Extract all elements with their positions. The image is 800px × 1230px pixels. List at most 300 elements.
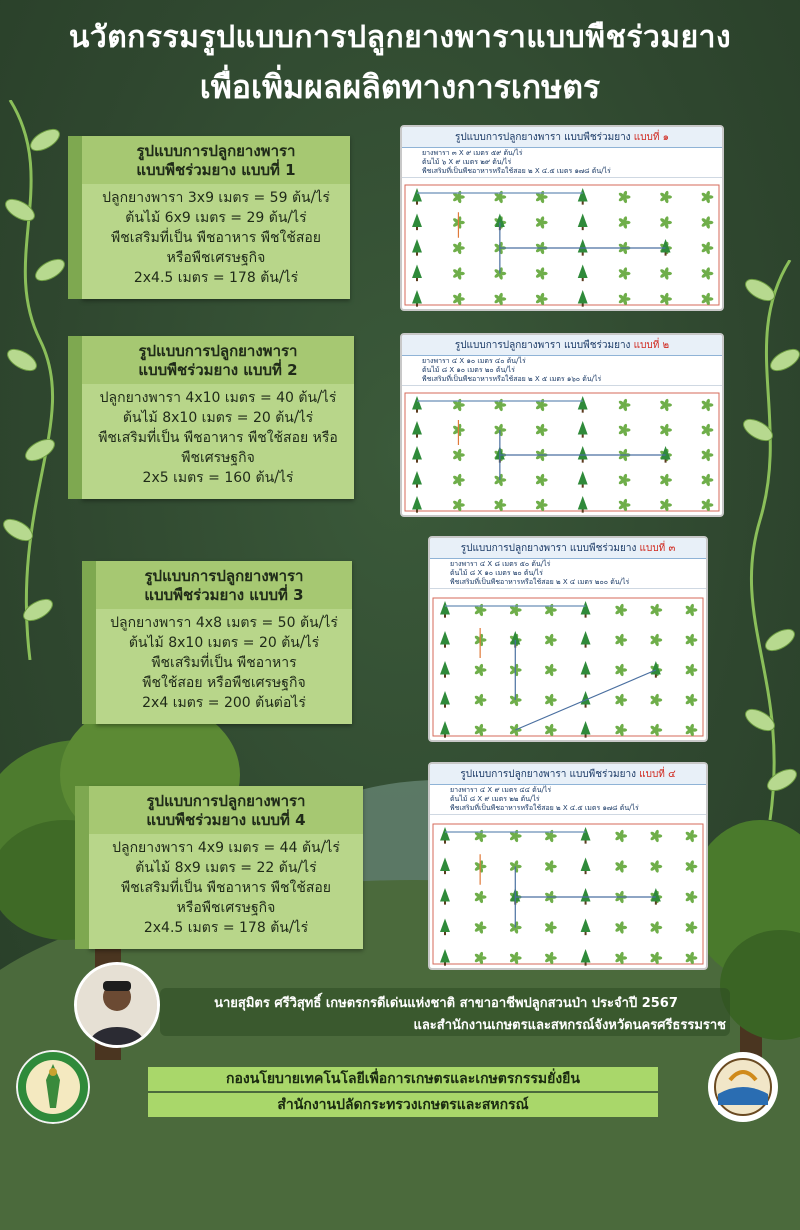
diagram-title-text: รูปแบบการปลูกยางพารา แบบพืชร่วมยาง: [460, 543, 637, 554]
legend-item: ต้นไม้ ๖ X ๙ เมตร ๒๙ ต้น/ไร่: [422, 158, 512, 166]
crop-plant-icon: [650, 603, 663, 616]
rubber-tree-icon: [578, 239, 588, 256]
credit-organization: และสำนักงานเกษตรและสหกรณ์จังหวัดนครศรีธรรมราช: [413, 1018, 726, 1033]
rubber-tree-icon: [412, 239, 422, 256]
crop-plant-icon: [615, 693, 628, 706]
crop-plant-icon: [659, 190, 672, 203]
card-heading-line: แบบพืชร่วมยาง แบบที่ 4: [146, 811, 306, 829]
crop-plant-icon: [650, 693, 663, 706]
tree-shape: [412, 396, 422, 410]
crop-plant-icon: [615, 603, 628, 616]
crop-plant-icon: [509, 603, 522, 616]
layout-diagram-4: [428, 762, 708, 970]
crop-plant-icon: [659, 423, 672, 436]
crop-plant-icon: [615, 633, 628, 646]
plot-border: [405, 185, 719, 305]
card-line: ต้นไม้ 6x9 เมตร = 29 ต้น/ไร่: [125, 210, 307, 226]
rubber-tree-icon: [581, 631, 591, 648]
ministry-logo-icon: [16, 1050, 90, 1124]
tree-shape: [581, 858, 591, 872]
tree-shape: [581, 721, 591, 735]
card-line: พืชเสริมที่เป็น พืชอาหาร พืชใช้สอย: [120, 880, 331, 896]
tree-trunk-shape: [444, 902, 446, 905]
layout-diagram-1: [400, 125, 724, 311]
rubber-tree-icon: [440, 919, 450, 936]
tree-trunk-shape: [416, 253, 418, 256]
planting-grid: [430, 596, 706, 740]
card-heading-line: รูปแบบการปลูกยางพารา: [138, 342, 298, 360]
page-subtitle: เพื่อเพิ่มผลผลิตทางการเกษตร: [199, 68, 601, 106]
crop-plant-icon: [685, 860, 698, 873]
tree-shape: [440, 601, 450, 615]
crop-plant-icon: [650, 860, 663, 873]
card-line: ปลูกยางพารา 4x10 เมตร = 40 ต้น/ไร่: [99, 390, 337, 406]
rubber-tree-icon: [412, 188, 422, 205]
diagram-title-number: แบบที่ ๒: [633, 340, 670, 351]
pattern-card-1: [82, 136, 350, 299]
tree-trunk-shape: [582, 435, 584, 438]
crop-plant-icon: [618, 267, 631, 280]
crop-plant-icon: [650, 951, 663, 964]
crop-plant-icon: [452, 398, 465, 411]
tree-trunk-shape: [416, 304, 418, 307]
crop-plant-icon: [535, 398, 548, 411]
card-body: [82, 384, 354, 492]
tree-shape: [581, 888, 591, 902]
crop-plant-icon: [701, 292, 714, 305]
card-heading-line: แบบพืชร่วมยาง แบบที่ 2: [138, 361, 298, 379]
crop-plant-icon: [618, 473, 631, 486]
footer: [148, 1067, 658, 1119]
crop-plant-icon: [701, 398, 714, 411]
rubber-tree-icon: [581, 888, 591, 905]
card-body: [89, 834, 363, 942]
tree-shape: [581, 827, 591, 841]
tree-trunk-shape: [585, 932, 587, 935]
crop-plant-icon: [618, 190, 631, 203]
crop-plant-icon: [535, 190, 548, 203]
crop-plant-icon: [685, 921, 698, 934]
agency-logo-icon: [700, 1050, 786, 1124]
crop-plant-icon: [494, 498, 507, 511]
rubber-tree-icon: [412, 396, 422, 413]
avatar: [74, 962, 160, 1048]
crop-plant-icon: [544, 951, 557, 964]
diagram-title: [402, 335, 722, 356]
rubber-tree-icon: [440, 601, 450, 618]
crop-plant-icon: [544, 723, 557, 736]
crop-plant-icon: [544, 693, 557, 706]
crop-plant-icon: [494, 190, 507, 203]
card-body: [82, 184, 350, 292]
plot-border: [433, 598, 703, 736]
crop-plant-icon: [544, 829, 557, 842]
card-ribbon: [68, 136, 82, 299]
crop-plant-icon: [685, 633, 698, 646]
person-photo-icon: [77, 965, 157, 1045]
crop-plant-icon: [509, 951, 522, 964]
tree-trunk-shape: [582, 510, 584, 513]
pattern-card-2: [82, 336, 354, 499]
tree-trunk-shape: [444, 675, 446, 678]
rubber-tree-icon: [440, 858, 450, 875]
rubber-tree-icon: [581, 949, 591, 966]
diagram-title-number: แบบที่ ๓: [639, 543, 676, 554]
crop-plant-icon: [474, 890, 487, 903]
tree-trunk-shape: [582, 202, 584, 205]
rubber-tree-icon: [412, 290, 422, 307]
card-heading-line: แบบพืชร่วมยาง แบบที่ 1: [136, 161, 296, 179]
rubber-tree-icon: [578, 396, 588, 413]
crop-plant-icon: [701, 423, 714, 436]
tree-trunk-shape: [416, 460, 418, 463]
crop-plant-icon: [452, 498, 465, 511]
card-line: ปลูกยางพารา 3x9 เมตร = 59 ต้น/ไร่: [102, 190, 330, 206]
legend-item: ต้นไม้ ๘ X ๑๐ เมตร ๒๐ ต้น/ไร่: [422, 366, 515, 374]
tree-shape: [412, 290, 422, 304]
diagram-title-number: แบบที่ ๔: [639, 769, 676, 780]
crop-plant-icon: [618, 216, 631, 229]
rubber-tree-icon: [578, 421, 588, 438]
tree-trunk-shape: [585, 735, 587, 738]
card-heading-line: รูปแบบการปลูกยางพารา: [144, 567, 304, 585]
tree-trunk-shape: [655, 902, 657, 905]
vine-right-icon: [730, 260, 800, 820]
tree-shape: [412, 239, 422, 253]
card-heading-line: รูปแบบการปลูกยางพารา: [136, 142, 296, 160]
tree-trunk-shape: [416, 227, 418, 230]
spacing-arrow: [515, 670, 656, 730]
rubber-tree-icon: [581, 661, 591, 678]
tree-trunk-shape: [582, 278, 584, 281]
tree-shape: [581, 631, 591, 645]
rubber-tree-icon: [412, 471, 422, 488]
tree-shape: [412, 421, 422, 435]
tree-trunk-shape: [585, 963, 587, 966]
crop-plant-icon: [701, 498, 714, 511]
crop-plant-icon: [615, 921, 628, 934]
crop-plant-icon: [474, 951, 487, 964]
card-line: ต้นไม้ 8x9 เมตร = 22 ต้น/ไร่: [135, 860, 317, 876]
tree-trunk-shape: [665, 253, 667, 256]
crop-plant-icon: [659, 473, 672, 486]
tree-shape: [578, 290, 588, 304]
tree-shape: [412, 188, 422, 202]
legend-item: ยางพารา ๔ X ๙ เมตร ๔๔ ต้น/ไร่: [450, 786, 552, 794]
card-heading: [89, 786, 363, 834]
crop-plant-icon: [685, 693, 698, 706]
tree-trunk-shape: [416, 435, 418, 438]
crop-plant-icon: [618, 498, 631, 511]
rubber-tree-icon: [412, 214, 422, 231]
crop-plant-icon: [659, 216, 672, 229]
tree-shape: [581, 691, 591, 705]
tree-shape: [440, 858, 450, 872]
card-heading-line: แบบพืชร่วมยาง แบบที่ 3: [144, 586, 304, 604]
tree-trunk-shape: [665, 460, 667, 463]
crop-plant-icon: [535, 473, 548, 486]
tree-trunk-shape: [444, 932, 446, 935]
tree-trunk-shape: [655, 675, 657, 678]
card-line: 2x4 เมตร = 200 ต้นต่อไร่: [142, 695, 306, 711]
footer-line: กองนโยบายเทคโนโลยีเพื่อการเกษตรและเกษตรกรรมยั่งยืน: [148, 1067, 658, 1091]
tree-shape: [581, 601, 591, 615]
tree-trunk-shape: [582, 460, 584, 463]
tree-trunk-shape: [585, 615, 587, 618]
crop-plant-icon: [452, 448, 465, 461]
tree-shape: [578, 471, 588, 485]
crop-plant-icon: [494, 398, 507, 411]
plot-border: [405, 393, 719, 511]
tree-trunk-shape: [585, 871, 587, 874]
crop-plant-icon: [535, 216, 548, 229]
card-line: 2x5 เมตร = 160 ต้น/ไร่: [142, 470, 294, 486]
crop-plant-icon: [685, 951, 698, 964]
diagram-legend: [430, 559, 706, 589]
card-line: ปลูกยางพารา 4x8 เมตร = 50 ต้น/ไร่: [110, 615, 338, 631]
crop-plant-icon: [474, 603, 487, 616]
rubber-tree-icon: [440, 691, 450, 708]
crop-plant-icon: [615, 829, 628, 842]
diagram-title: [430, 538, 706, 559]
diagram-title: [402, 127, 722, 148]
card-line: ปลูกยางพารา 4x9 เมตร = 44 ต้น/ไร่: [112, 840, 340, 856]
card-line: 2x4.5 เมตร = 178 ต้น/ไร่: [143, 920, 309, 936]
crop-plant-icon: [535, 423, 548, 436]
tree-shape: [578, 214, 588, 228]
diagram-legend: [402, 148, 722, 178]
tree-trunk-shape: [444, 871, 446, 874]
tree-shape: [440, 888, 450, 902]
crop-plant-icon: [494, 292, 507, 305]
pattern-card-4: [89, 786, 363, 949]
diagram-title-text: รูปแบบการปลูกยางพารา แบบพืชร่วมยาง: [460, 769, 636, 780]
card-line: ต้นไม้ 8x10 เมตร = 20 ต้น/ไร่: [128, 635, 320, 651]
crop-plant-icon: [474, 921, 487, 934]
credit-name: นายสุมิตร ศรีวิสุทธิ์ เกษตรกรดีเด่นแห่งชาติ สาขาอาชีพปลูกสวนป่า ประจำปี 2567: [214, 996, 678, 1011]
card-ribbon: [68, 336, 82, 499]
crop-plant-icon: [659, 498, 672, 511]
tree-shape: [440, 827, 450, 841]
legend-item: พืชเสริมที่เป็นพืชอาหารหรือใช้สอย ๒ X ๕ เมตร ๑๖๐ ต้น/ไร่: [422, 375, 602, 383]
card-heading-line: รูปแบบการปลูกยางพารา: [146, 792, 306, 810]
crop-plant-icon: [618, 423, 631, 436]
tree-trunk-shape: [444, 705, 446, 708]
tree-shape: [412, 265, 422, 279]
rubber-tree-icon: [581, 721, 591, 738]
rubber-tree-icon: [581, 691, 591, 708]
tree-shape: [412, 471, 422, 485]
crop-plant-icon: [701, 241, 714, 254]
tree-shape: [578, 396, 588, 410]
rubber-tree-icon: [578, 214, 588, 231]
card-line: พืชเสริมที่เป็น พืชอาหาร พืชใช้สอย หรือ: [98, 430, 338, 446]
crop-plant-icon: [544, 860, 557, 873]
crop-plant-icon: [452, 241, 465, 254]
rubber-tree-icon: [440, 888, 450, 905]
crop-plant-icon: [452, 473, 465, 486]
crop-plant-icon: [659, 292, 672, 305]
legend-item: ยางพารา ๔ X ๑๐ เมตร ๔๐ ต้น/ไร่: [422, 357, 526, 365]
crop-plant-icon: [618, 292, 631, 305]
card-heading: [82, 136, 350, 184]
crop-plant-icon: [701, 216, 714, 229]
rubber-tree-icon: [578, 446, 588, 463]
rubber-tree-icon: [581, 858, 591, 875]
crop-plant-icon: [615, 860, 628, 873]
tree-trunk-shape: [416, 278, 418, 281]
crop-plant-icon: [701, 267, 714, 280]
rubber-tree-icon: [412, 265, 422, 282]
tree-shape: [581, 661, 591, 675]
crop-plant-icon: [544, 633, 557, 646]
tree-trunk-shape: [416, 410, 418, 413]
card-ribbon: [75, 786, 89, 949]
crop-plant-icon: [650, 921, 663, 934]
rubber-tree-icon: [578, 290, 588, 307]
planting-grid: [402, 391, 722, 515]
rubber-tree-icon: [581, 827, 591, 844]
footer-line: สำนักงานปลัดกระทรวงเกษตรและสหกรณ์: [148, 1093, 658, 1117]
card-line: 2x4.5 เมตร = 178 ต้น/ไร่: [133, 270, 299, 286]
tree-shape: [578, 496, 588, 510]
rubber-tree-icon: [412, 496, 422, 513]
diagram-legend: [402, 356, 722, 386]
crop-plant-icon: [509, 829, 522, 842]
rubber-tree-icon: [578, 188, 588, 205]
crop-plant-icon: [615, 663, 628, 676]
crop-plant-icon: [650, 723, 663, 736]
crop-plant-icon: [535, 292, 548, 305]
tree-trunk-shape: [444, 963, 446, 966]
rubber-tree-icon: [412, 421, 422, 438]
crop-plant-icon: [615, 723, 628, 736]
tree-shape: [440, 691, 450, 705]
tree-trunk-shape: [585, 675, 587, 678]
tree-trunk-shape: [582, 253, 584, 256]
crop-plant-icon: [474, 693, 487, 706]
crop-plant-icon: [544, 663, 557, 676]
tree-shape: [440, 661, 450, 675]
tree-shape: [440, 919, 450, 933]
legend-item: พืชเสริมที่เป็นพืชอาหารหรือใช้สอย ๒ X ๔ เมตร ๒๐๐ ต้น/ไร่: [450, 578, 630, 586]
tree-shape: [578, 421, 588, 435]
tree-trunk-shape: [582, 304, 584, 307]
page-title: นวัตกรรมรูปแบบการปลูกยางพาราแบบพืชร่วมยาง: [68, 20, 732, 55]
crop-plant-icon: [474, 829, 487, 842]
crop-plant-icon: [659, 398, 672, 411]
rubber-tree-icon: [412, 446, 422, 463]
crop-plant-icon: [650, 633, 663, 646]
card-ribbon: [82, 561, 96, 724]
card-line: พืชเศรษฐกิจ: [181, 450, 255, 466]
tree-shape: [578, 239, 588, 253]
crop-plant-icon: [535, 267, 548, 280]
tree-trunk-shape: [582, 410, 584, 413]
rubber-tree-icon: [440, 949, 450, 966]
tree-shape: [412, 496, 422, 510]
crop-plant-icon: [544, 603, 557, 616]
rubber-tree-icon: [440, 661, 450, 678]
rubber-tree-icon: [440, 721, 450, 738]
crop-plant-icon: [701, 190, 714, 203]
crop-plant-icon: [452, 292, 465, 305]
crop-plant-icon: [618, 398, 631, 411]
card-line: หรือพืชเศรษฐกิจ: [166, 250, 266, 266]
card-line: หรือพืชเศรษฐกิจ: [176, 900, 276, 916]
tree-shape: [412, 214, 422, 228]
diagram-title-text: รูปแบบการปลูกยางพารา แบบพืชร่วมยาง: [454, 340, 631, 351]
rubber-tree-icon: [578, 265, 588, 282]
crop-plant-icon: [535, 498, 548, 511]
card-line: พืชใช้สอย หรือพืชเศรษฐกิจ: [142, 675, 306, 691]
tree-trunk-shape: [416, 202, 418, 205]
crop-plant-icon: [474, 723, 487, 736]
crop-plant-icon: [685, 890, 698, 903]
crop-plant-icon: [544, 921, 557, 934]
card-line: ต้นไม้ 8x10 เมตร = 20 ต้น/ไร่: [122, 410, 314, 426]
legend-item: ยางพารา ๔ X ๘ เมตร ๕๐ ต้น/ไร่: [450, 560, 551, 568]
tree-trunk-shape: [416, 510, 418, 513]
tree-trunk-shape: [444, 735, 446, 738]
tree-shape: [578, 265, 588, 279]
card-line: พืชเสริมที่เป็น พืชอาหาร: [151, 655, 297, 671]
diagram-legend: [430, 785, 706, 815]
card-heading: [82, 336, 354, 384]
diagram-title-number: แบบที่ ๑: [633, 132, 670, 143]
plot-border: [433, 824, 703, 964]
diagram-title-text: รูปแบบการปลูกยางพารา แบบพืชร่วมยาง: [454, 132, 631, 143]
crop-plant-icon: [650, 829, 663, 842]
card-line: พืชเสริมที่เป็น พืชอาหาร พืชใช้สอย: [110, 230, 321, 246]
legend-item: ต้นไม้ ๘ X ๙ เมตร ๒๒ ต้น/ไร่: [450, 795, 540, 803]
tree-shape: [581, 919, 591, 933]
card-body: [96, 609, 352, 717]
pattern-card-3: [96, 561, 352, 724]
rubber-tree-icon: [440, 631, 450, 648]
crop-plant-icon: [452, 190, 465, 203]
tree-trunk-shape: [585, 645, 587, 648]
layout-diagram-3: [428, 536, 708, 742]
tree-shape: [578, 188, 588, 202]
planting-grid: [430, 822, 706, 968]
tree-trunk-shape: [416, 485, 418, 488]
tree-shape: [440, 721, 450, 735]
legend-item: ยางพารา ๓ X ๙ เมตร ๕๙ ต้น/ไร่: [422, 149, 523, 157]
tree-shape: [581, 949, 591, 963]
tree-shape: [440, 949, 450, 963]
tree-trunk-shape: [585, 705, 587, 708]
tree-trunk-shape: [444, 841, 446, 844]
crop-plant-icon: [474, 663, 487, 676]
tree-trunk-shape: [444, 645, 446, 648]
rubber-tree-icon: [578, 496, 588, 513]
legend-item: ต้นไม้ ๘ X ๑๐ เมตร ๒๐ ต้น/ไร่: [450, 569, 543, 577]
tree-trunk-shape: [585, 841, 587, 844]
rubber-tree-icon: [581, 601, 591, 618]
rubber-tree-icon: [578, 471, 588, 488]
crop-plant-icon: [685, 829, 698, 842]
legend-item: พืชเสริมที่เป็นพืชอาหารหรือใช้สอย ๒ X ๔.๕ เมตร ๑๗๘ ต้น/ไร่: [422, 167, 611, 175]
tree-trunk-shape: [585, 902, 587, 905]
card-heading: [96, 561, 352, 609]
crop-plant-icon: [685, 603, 698, 616]
tree-shape: [412, 446, 422, 460]
crop-plant-icon: [452, 267, 465, 280]
layout-diagram-2: [400, 333, 724, 517]
tree-trunk-shape: [444, 615, 446, 618]
tree-trunk-shape: [582, 485, 584, 488]
